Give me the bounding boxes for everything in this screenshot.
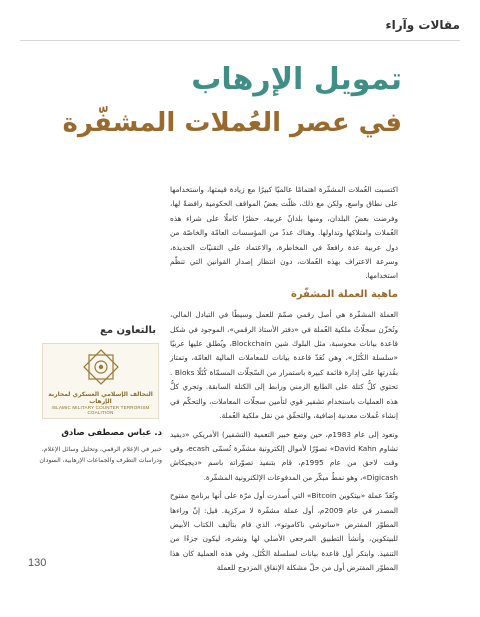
section-divider xyxy=(20,40,460,41)
collaboration-label: بالتعاون مع xyxy=(100,325,157,336)
author-name: د. عباس مصطفى صادق xyxy=(61,428,162,438)
coalition-logo xyxy=(42,343,159,419)
page-number: 130 xyxy=(28,557,47,569)
author-bio: خبير في الإعلام الرقمي، وتحليل وسائل الإعلام، ودراسات التطرف والجماعات الإرهابية، السودان xyxy=(39,446,162,464)
intro-paragraph: اكتسبت العُملات المشفّرة اهتمامًا عالميًا كبيرًا مع زيادة قيمتها، واستخدامها على نطاق واسع. ولكن مع ذلك، ظلّت بعضُ المواقف الحكومية رافضةً لها، وفرضت بعضُ البلدان، ومنها بلدانٌ عربية، حظرًا كاملًا على شراء هذه العُملات وامتلاكها وتداولها. وهناك عددٌ من المؤسسات العامّة والخاصّة من دول عربية عدة رافعةٌ في المخاطرة، والاعتماد على التقنيّات الجديدة، وسرعة الاعتراف بهذه العُملات، دون انتظار إصدار القوانين التي تنظّم استخدامها. xyxy=(170,185,398,281)
body-paragraph: وتُعَدّ عملة «بيتكوين Bitcoin» التي أُصدرت أول مرّة على أنها برنامج مفتوح المصدر في عام 2009م، أول عملة مشفّرة لا مركزية. قيل: إنّ وراءها المطوّر المفترض «ساتوشي ناكاموتو»، الذي قام بتأليف الكتاب الأبيض للبيتكوين، وأنشأ التطبيق المرجعي الأصلي لها ونشره، ليكون جزءًا من التنفيذ. وابتكر أول قاعدة بيانات لسلسلة الكُتَل، وفي هذه العملية كان هذا المطوّر المفترض أول من حلّ مشكلة الإنفاق المزدوج للعملة xyxy=(170,491,399,573)
article-body xyxy=(170,183,398,580)
body-paragraph: وتعود إلى عام 1983م، حين وضع خبير التعمية (التشفير) الأمريكي «ديفيد تشاوم David Kahn» تصوّرًا لأموال إلكترونية مشفّرة تُسمّى ecash، وفي وقت لاحق من عام 1995م، قام بتنفيذ تصوّراته باسم «ديجيكاش Digicash»، وهو نمطٌ مبكّر من المدفوعات الإلكترونية المشفّرة. xyxy=(170,429,399,482)
body-paragraph: العملة المشفّرة هي أصل رقمي صمّمَ للعمل وسيطًا في التبادل المالي، وتُخزّن سجلّاتُ ملكية العُملة في «دفتر الأستاذ الرقمي»، الموجود في شكل قاعدة بيانات محوسبة، مثل البلوك شين Blockchain، ويُطلق عليها عربيًا «سلسلة الكُتَل»، وهي تُعَدّ قاعدة بيانات للمعاملات المالية العامّة، وتمتاز بقُدرتها على إدارة قائمة كبيرة باستمرار من السّجلّات المسمّاة كُتَلًا Bloks . تحتوي كلُّ كتلة على الطابع الزمني ورابط إلى الكتلة السابقة. وتجري كلُّ هذه العمليات باستخدام تشفير قوي لتأمين سجلّات المعاملات، والتحكّم في إنشاء عُملات معدنية إضافية، والتحقّق من نقل ملكية العُملة. xyxy=(170,310,398,421)
section-heading: ماهية العملة المشفّرة xyxy=(290,288,398,300)
emblem-icon xyxy=(80,348,122,388)
article-title: تمويل الإرهاب xyxy=(191,62,402,97)
section-label: مقالات وآراء xyxy=(385,18,460,32)
article-subtitle: في عصر العُملات المشفّرة xyxy=(62,108,402,138)
logo-caption: التحالف الإسلامي العسكري لمحاربة الإرهاب ISLAMIC MILITARY COUNTER TERRORISM COALITION xyxy=(48,390,153,415)
